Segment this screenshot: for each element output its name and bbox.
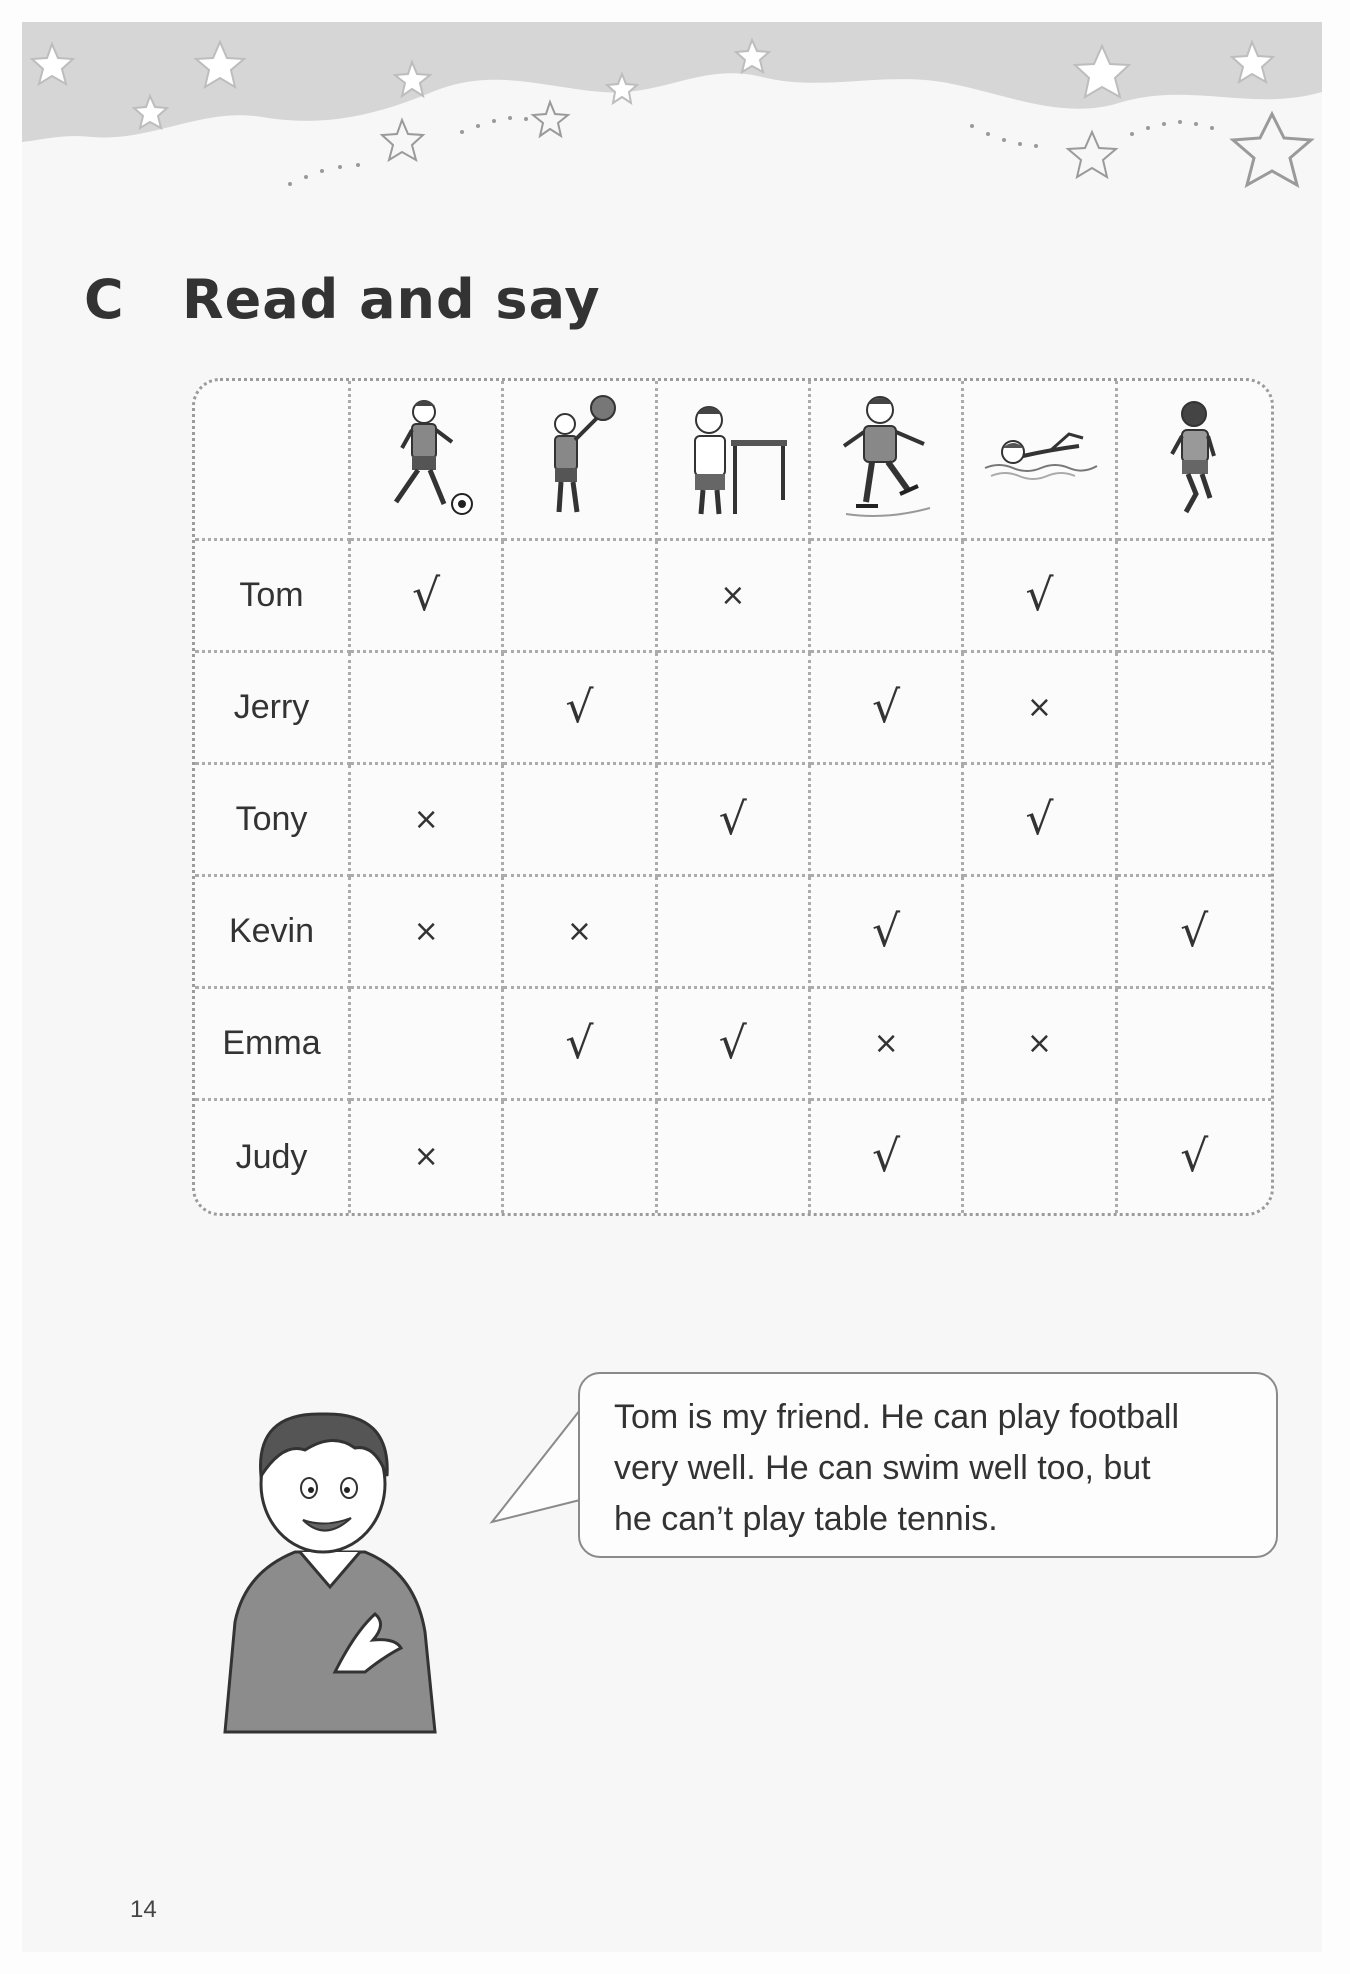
speech-bubble xyxy=(578,1372,1278,1558)
tick-mark: √ xyxy=(565,1017,594,1069)
table-cell xyxy=(351,989,504,1101)
table-cell xyxy=(811,989,964,1101)
table-cell xyxy=(811,1101,964,1213)
table-cell xyxy=(1118,541,1271,653)
table-row-name: Judy xyxy=(195,1101,351,1213)
activity-header-skating xyxy=(811,381,964,541)
table-cell xyxy=(964,541,1117,653)
page-number: 14 xyxy=(130,1896,157,1923)
table-cell xyxy=(964,765,1117,877)
table-row-name: Kevin xyxy=(195,877,351,989)
table-cell xyxy=(1118,877,1271,989)
running-icon xyxy=(1134,390,1254,530)
speech-line-1: Tom is my friend. He can play football xyxy=(614,1398,1180,1436)
table-cell xyxy=(504,765,657,877)
cross-mark: × xyxy=(413,801,439,837)
activity-header-table-tennis xyxy=(658,381,811,541)
table-cell xyxy=(351,541,504,653)
cross-mark: × xyxy=(566,913,593,949)
table-cell xyxy=(504,541,657,653)
activity-header-basketball xyxy=(504,381,657,541)
basketball-icon xyxy=(519,390,639,530)
activity-header-swimming xyxy=(964,381,1117,541)
table-cell xyxy=(1118,989,1271,1101)
activity-header-running xyxy=(1118,381,1271,541)
table-tennis-icon xyxy=(673,390,793,530)
cross-mark: × xyxy=(873,1025,899,1061)
table-cell xyxy=(1118,653,1271,765)
table-row-name: Tom xyxy=(195,541,351,653)
tick-mark: √ xyxy=(565,681,594,733)
table-row-name: Jerry xyxy=(195,653,351,765)
cross-mark: × xyxy=(413,1139,439,1174)
table-row-name: Emma xyxy=(195,989,351,1101)
table-cell xyxy=(504,877,657,989)
table-cell xyxy=(964,877,1117,989)
ability-table xyxy=(192,378,1274,1216)
table-cell xyxy=(964,989,1117,1101)
tick-mark: √ xyxy=(1025,793,1054,845)
tick-mark: √ xyxy=(872,1131,901,1182)
tick-mark: √ xyxy=(1025,569,1054,621)
table-corner-cell xyxy=(195,381,351,541)
speech-bubble-tail-icon xyxy=(488,1408,584,1534)
star-banner-icon xyxy=(22,22,1322,212)
table-cell xyxy=(964,1101,1117,1213)
table-cell xyxy=(351,653,504,765)
table-cell xyxy=(1118,1101,1271,1213)
table-cell xyxy=(811,877,964,989)
football-icon xyxy=(366,390,486,530)
table-row-name: Tony xyxy=(195,765,351,877)
section-title: Read and say xyxy=(182,268,601,331)
speech-line-3: he can’t play table tennis. xyxy=(614,1500,998,1538)
tick-mark: √ xyxy=(1180,1131,1209,1182)
activity-header-football xyxy=(351,381,504,541)
table-cell xyxy=(504,1101,657,1213)
table-cell xyxy=(658,541,811,653)
speech-line-2: very well. He can swim well too, but xyxy=(614,1449,1151,1487)
table-cell xyxy=(811,541,964,653)
table-cell xyxy=(658,877,811,989)
tick-mark: √ xyxy=(1180,905,1209,957)
table-cell xyxy=(504,989,657,1101)
tick-mark: √ xyxy=(718,793,747,845)
cross-mark: × xyxy=(1026,1025,1053,1061)
table-cell xyxy=(658,653,811,765)
cross-mark: × xyxy=(1026,689,1053,725)
table-cell xyxy=(658,989,811,1101)
table-cell xyxy=(1118,765,1271,877)
skating-icon xyxy=(826,390,946,530)
section-heading xyxy=(84,268,601,331)
table-cell xyxy=(351,1101,504,1213)
section-letter: C xyxy=(84,268,125,331)
table-cell xyxy=(964,653,1117,765)
table-cell xyxy=(658,1101,811,1213)
tick-mark: √ xyxy=(872,905,901,957)
table-cell xyxy=(351,877,504,989)
table-cell xyxy=(658,765,811,877)
cross-mark: × xyxy=(413,913,439,949)
table-cell xyxy=(351,765,504,877)
table-cell xyxy=(504,653,657,765)
tick-mark: √ xyxy=(872,681,901,733)
cross-mark: × xyxy=(720,577,746,613)
tick-mark: √ xyxy=(718,1017,747,1069)
table-cell xyxy=(811,653,964,765)
swimming-icon xyxy=(979,390,1099,530)
table-cell xyxy=(811,765,964,877)
tick-mark: √ xyxy=(412,569,441,621)
boy-illustration-icon xyxy=(205,1392,455,1752)
